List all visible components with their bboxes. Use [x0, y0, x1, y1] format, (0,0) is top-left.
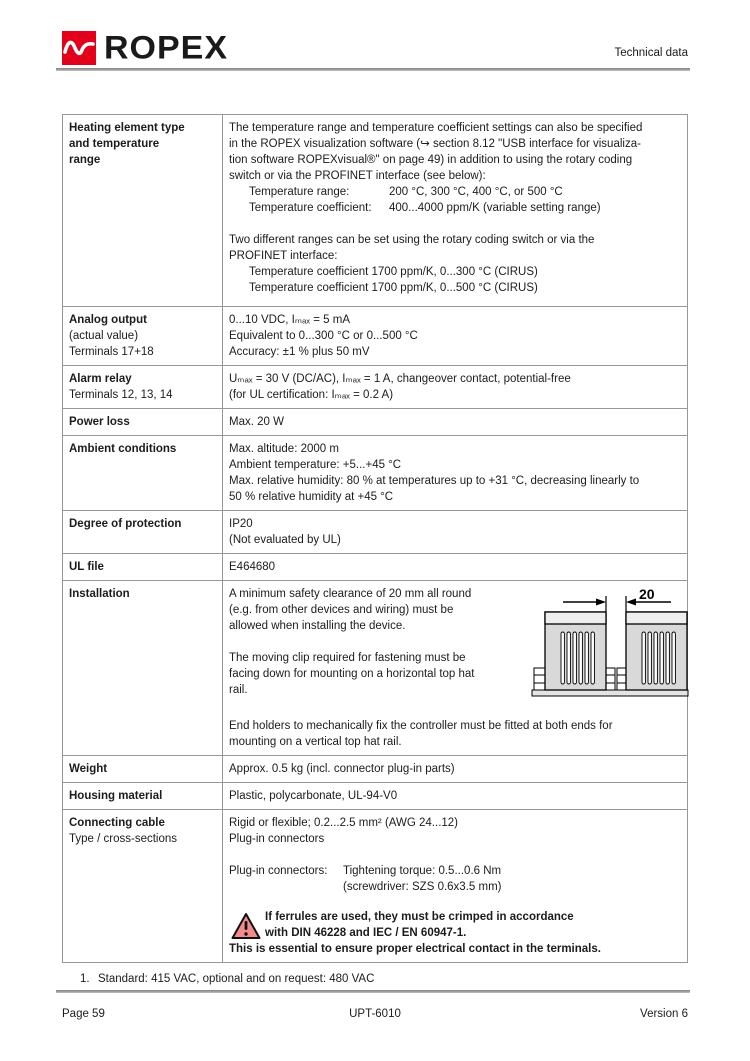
row-label: Ambient conditions	[63, 436, 223, 510]
spec-table	[62, 114, 688, 963]
footnote-marker: 1.	[80, 973, 90, 985]
setting-line: Temperature range: 200 °C, 300 °C, 400 °C, or 500 °C	[249, 186, 563, 198]
row-content: Max. altitude: 2000 m Ambient temperature: +5...+45 °C Max. relative humidity: 80 % at temperatures up to +31 °C, decreasing linearly to 50 % relative humidity at +45 °C	[229, 443, 640, 503]
page-header	[62, 30, 688, 66]
installation-clearance-diagram	[531, 588, 689, 702]
row-degree-of-protection	[63, 510, 687, 553]
footer-page-number: Page 59	[62, 1008, 105, 1020]
footer-rule	[56, 990, 690, 993]
row-ul-file	[63, 553, 687, 580]
row-content: A minimum safety clearance of 20 mm all round (e.g. from other devices and wiring) must be allowed when installing the device. The moving clip required for fastening must be facing down for mounting on a horizontal top hat rail. 20 End holders to mechanically fix the controller must be fitted at both ends for mounting on a vertical top hat rail.	[223, 581, 695, 755]
setting-line: Temperature coefficient: 400...4000 ppm/K (variable setting range)	[249, 202, 601, 214]
row-content: Rigid or flexible; 0.2...2.5 mm² (AWG 24...12) Plug-in connectors Plug-in connectors: Tightening torque: 0.5...0.6 Nm (screwdriver: SZS 0.6x3.5 mm) If ferrules are used, they must be crimped in accordance with DIN 46228 and IEC / EN 60947-1. This is essential to ensure proper electrical contact in the terminals.	[223, 810, 687, 962]
row-content: Uₘₐₓ = 30 V (DC/AC), Iₘₐₓ = 1 A, changeover contact, potential-free (for UL certification: Iₘₐₓ = 0.2 A)	[229, 373, 571, 401]
row-label: Analog output (actual value) Terminals 17+18	[63, 307, 223, 365]
spacer	[229, 216, 681, 232]
page-content	[62, 114, 688, 987]
row-heating-element	[63, 115, 687, 306]
footnote-text: Standard: 415 VAC, optional and on request: 480 VAC	[98, 973, 375, 985]
footer-document-id: UPT-6010	[349, 1008, 401, 1020]
spacer	[229, 895, 681, 909]
ropex-wave-icon	[62, 31, 96, 65]
row-label: Connecting cable Type / cross-sections	[63, 810, 223, 962]
footer-version: Version 6	[640, 1008, 688, 1020]
row-label: Installation	[63, 581, 223, 755]
spacer	[229, 634, 531, 650]
row-label: UL file	[63, 554, 223, 580]
row-ambient-conditions	[63, 435, 687, 510]
row-label: Housing material	[63, 783, 223, 809]
ropex-logo	[62, 30, 688, 66]
row-content: Plastic, polycarbonate, UL-94-V0	[229, 790, 398, 802]
warning-icon	[231, 912, 261, 940]
row-housing-material	[63, 782, 687, 809]
row-power-loss	[63, 408, 687, 435]
installation-text: A minimum safety clearance of 20 mm all round (e.g. from other devices and wiring) must be allowed when installing the device. The moving clip required for fastening must be facing down for mounting on a horizontal top hat rail.	[229, 586, 531, 702]
row-label: Heating element type and temperature range	[63, 115, 223, 306]
row-label: Weight	[63, 756, 223, 782]
brand-wordmark: ROPEX	[104, 29, 229, 67]
row-analog-output	[63, 306, 687, 365]
header-rule	[56, 68, 690, 71]
spacer	[229, 847, 681, 863]
row-weight	[63, 755, 687, 782]
clearance-dimension-label: 20	[639, 588, 655, 602]
spacer	[229, 702, 689, 718]
row-content: Max. 20 W	[229, 416, 284, 428]
row-content: Approx. 0.5 kg (incl. connector plug-in parts)	[229, 763, 455, 775]
row-content: 0...10 VDC, Iₘₐₓ = 5 mA Equivalent to 0...300 °C or 0...500 °C Accuracy: ±1 % plus 50 mV	[229, 314, 418, 358]
row-content: E464680	[229, 561, 276, 573]
row-label: Alarm relay Terminals 12, 13, 14	[63, 366, 223, 408]
row-label: Power loss	[63, 409, 223, 435]
row-installation	[63, 580, 687, 755]
row-content: IP20 (Not evaluated by UL)	[229, 518, 341, 546]
row-connecting-cable	[63, 809, 687, 962]
torque-spec: Plug-in connectors: Tightening torque: 0.5...0.6 Nm (screwdriver: SZS 0.6x3.5 mm)	[229, 865, 502, 893]
footnote	[62, 971, 688, 987]
ferrule-warning: If ferrules are used, they must be crimped in accordance with DIN 46228 and IEC / EN 60947-1. This is essential to ensure proper electrical contact in the terminals.	[229, 911, 601, 955]
row-content: The temperature range and temperature coefficient settings can also be specified in the ROPEX visualization software (↪ section 8.12 "USB interface for visualiza- tion software ROPEXvisual®" on page 49) in addition to using the rotary coding switch or via the PROFINET interface (see below): Temperature range: 200 °C, 300 °C, 400 °C, or 500 °C Temperature coefficient: 400...4000 ppm/K (variable setting range) Two different ranges can be set using the rotary coding switch or via the PROFINET interface: Temperature coefficient 1700 ppm/K, 0...300 °C (CIRUS) Temperature coefficient 1700 ppm/K, 0...500 °C (CIRUS)	[223, 115, 687, 306]
section-title: Technical data	[614, 47, 688, 59]
row-label: Degree of protection	[63, 511, 223, 553]
page-footer	[62, 1006, 688, 1022]
row-alarm-relay	[63, 365, 687, 408]
